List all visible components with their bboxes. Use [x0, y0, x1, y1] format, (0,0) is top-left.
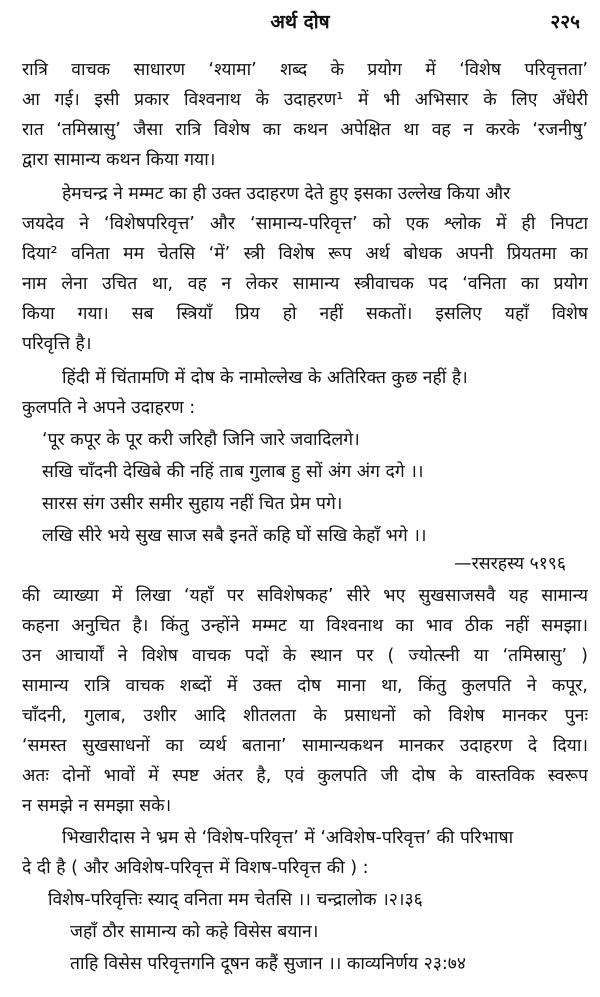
text-line: भिखारीदास ने भ्रम से ‘विशेष-परिवृत्त’ में ‘अविशेष-परिवृत्त’ की परिभाषा [62, 828, 514, 848]
text-line: द्वारा सामान्य कथन किया गया। [22, 150, 216, 170]
text-line: की व्याख्या में लिखा ‘यहाँ पर सविशेषकह’ सीरे भए सुखसाजसवै यह सामान्य [22, 586, 588, 606]
verse-line: सखि चाँदनी देखिबे की नहिं ताब गुलाब हु सों अंग अंग दगे ।। [42, 462, 424, 482]
text-line: आ गई। इसी प्रकार विश्वनाथ के उदाहरण¹ में भी अभिसार के लिए अँधेरी [22, 90, 588, 110]
verse-line: लखि सीरे भये सुख साज सबै इनतें कहि घों सखि केहाँ भगे ।। [42, 526, 427, 546]
text-line: कहना अनुचित है। किंतु उन्होंने मम्मट या विश्वनाथ का भाव ठीक नहीं समझा। [22, 616, 588, 636]
verse-line: विशेष-परिवृत्तिः स्याद् वनिता मम चेतसि ।। चन्द्रालोक ।२।३६ [48, 890, 423, 910]
text-line: रात ‘तमिस्रासु’ जैसा रात्रि विशेष का कथन अपेक्षित था वह न करके ‘रजनीषु’ [22, 120, 588, 140]
text-line: नाम लेना उचित था, वह न लेकर सामान्य स्त्रीवाचक पद ‘वनिता का प्रयोग [22, 274, 588, 294]
text-line: दिया² वनिता मम चेतसि ‘में’ स्त्री विशेष रूप अर्थ बोधक अपनी प्रियतमा का [22, 244, 588, 264]
text-line: कुलपति ने अपने उदाहरण : [22, 398, 196, 418]
text-line: किया गया। सब स्त्रियाँ प्रिय हो नहीं सकतों। इसलिए यहाँ विशेष [22, 304, 588, 324]
text-line: अतः दोनों भावों में स्पष्ट अंतर है, एवं कुलपति जी दोष के वास्तविक स्वरूप [22, 766, 588, 786]
running-title: अर्थ दोष [270, 11, 330, 33]
text-line: हिंदी में चिंतामणि में दोष के नामोल्लेख के अतिरिक्त कुछ नहीं है। [62, 368, 468, 388]
text-line: हेमचन्द्र ने मम्मट का ही उक्त उदाहरण देते हुए इसका उल्लेख किया और [62, 184, 511, 204]
page-header [0, 8, 600, 42]
verse-line: ‘पूर कपूर के पूर करी जरिहौ जिनि जारे जवादिलगे। [42, 430, 360, 450]
verse-source: —रसरहस्य ५१९६ [454, 554, 566, 574]
page-number: २२५ [550, 11, 580, 33]
verse-line: जहाँ ठौर सामान्य को कहे विसेस बयान। [70, 922, 319, 942]
verse-line: सारस संग उसीर समीर सुहाय नहीं चित प्रेम पगे। [42, 494, 343, 514]
text-line: जयदेव ने ‘विशेषपरिवृत्त’ और ‘सामान्य-परिवृत्त’ को एक श्लोक में ही निपटा [22, 214, 588, 234]
text-line: परिवृत्ति है। [22, 334, 92, 354]
text-line: चाँदनी, गुलाब, उशीर आदि शीतलता के प्रसाधनों को विशेष मानकर पुनः [22, 706, 588, 726]
text-line: ‘समस्त सुखसाधनों का व्यर्थ बताना’ सामान्यकथन मानकर उदाहरण दे दिया। [22, 736, 588, 756]
text-line: उन आचार्यों ने विशेष वाचक पदों के स्थान पर ( ज्योत्स्नी या ‘तमिस्रासु’ ) [22, 646, 588, 666]
text-line: रात्रि वाचक साधारण ‘श्यामा’ शब्द के प्रयोग में ‘विशेष परिवृत्तता’ [22, 60, 588, 80]
text-line: न समझे न समझा सके। [22, 796, 172, 816]
text-line: सामान्य रात्रि वाचक शब्दों में उक्त दोष माना था, किंतु कुलपति ने कपूर, [22, 676, 588, 696]
text-line: दे दी है ( और अविशेष-परिवृत्त में विशष-परिवृत्त की ) : [22, 858, 369, 878]
verse-line: ताहि विसेस परिवृत्तगनि दूषन कहैं सुजान ।। काव्यनिर्णय २३:७४ [70, 954, 466, 974]
